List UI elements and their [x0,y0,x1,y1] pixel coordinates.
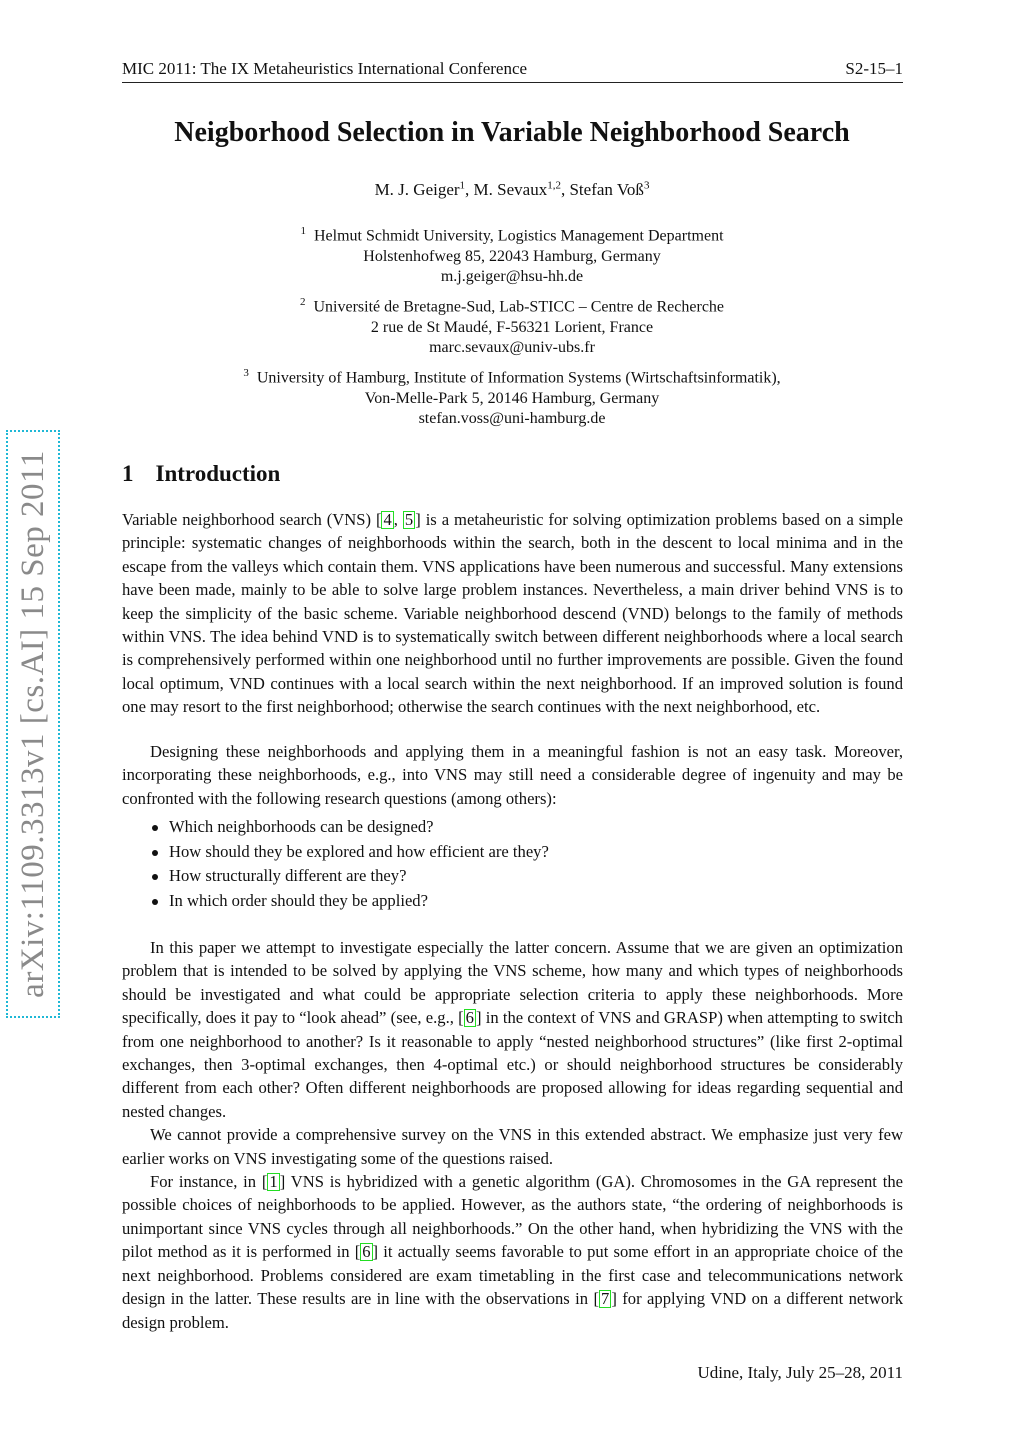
citation-link[interactable]: 6 [465,1008,474,1028]
conference-name: MIC 2011: The IX Metaheuristics International Conference [122,59,528,78]
section-heading: 1 Introduction [122,461,281,486]
footer-venue: Udine, Italy, July 25–28, 2011 [697,1363,903,1382]
citation-link[interactable]: 4 [383,510,392,529]
citation-link[interactable]: 6 [362,1242,371,1262]
citation-link[interactable]: 5 [404,510,414,529]
paragraph-5: For instance, in [ 1 ] VNS is hybridized with a genetic algorithm (GA). Chromosomes in the GA represent the possible choices of neighborhoods to be applied. However, as the authors state, “the ordering of neighborhoods is unimportant since VNS cycles through all neighborhoods.” On the other hand, when hybridizing the VNS with the pilot method as it is performed in [ 6 ] it actually seems favorable to put some effort in an appropriate choice of the next neighborhood. Problems considered are exam timetabling in the first case and telecommunications network design in the latter. These results are in line with the observations in [ 7 ] for applying VND on a different network design problem. [122,1172,903,1332]
page-code: S2-15–1 [845,59,903,78]
paragraph-2: Designing these neighborhoods and applying them in a meaningful fashion is not an easy task. Moreover, incorporating these neighborhoods, e.g., into VNS may still need a considerable degree of ingenuity and may be confronted with the following research questions (among others): [122,742,903,808]
affiliation-3: $^3$ University of Hamburg, Institute of Information Systems (Wirtschaftsinformatik), Von-Melle-Park 5, 20146 Hamburg, Germany stefan.voss@uni-hamburg.de [0,363,1024,430]
citation-link[interactable]: 7 [601,1289,610,1309]
research-questions-list [150,815,890,913]
paragraph-1: Variable neighborhood search (VNS) [ 4 , 5 ] is a metaheuristic for solving optimization problems based on a simple principle: systematic changes of neighborhoods within the search, both in the descent to local minima and in the escape from the valleys which contain them. VNS applications have been numerous and successful. Many extensions have been made, mainly to be able to solve large problem instances. Nevertheless, a main driver behind VNS is to keep the simplicity of the basic scheme. Variable neighborhood descend (VND) belongs to the family of methods within VNS. The idea behind VND is to systematically switch between different neighborhoods where a local search is comprehensively performed within one neighborhood until no further improvements are possible. Given the found local optimum, VND continues with a local search within the next neighborhood. If an improved solution is found one may resort to the first neighborhood; otherwise the search continues with the next neighborhood, etc. [122,510,904,717]
list-item: Which neighborhoods can be designed? [150,815,890,840]
email: marc.sevaux@univ-ubs.fr [429,339,595,357]
paragraph-3: In this paper we attempt to investigate especially the latter concern. Assume that we are given an optimization problem that is intended to be solved by applying the VNS scheme, how many and which types of neighborhoods should be investigated and what could be appropriate selection criteria to apply these neighborhoods. More specifically, does it pay to “look ahead” (see, e.g., [ 6 ] in the context of VNS and GRASP) when attempting to switch from one neighborhood to another? Is it reasonable to apply “nested neighborhood structures” (like first 2-optimal exchanges, then 3-optimal exchanges, then 4-optimal etc.) or should neighborhood structures be considerably different from each other? Often different neighborhoods are proposed allowing for ideas regarding sequential and nested changes. [122,938,903,1121]
arxiv-stamp: arXiv:1109.3313v1 [cs.AI] 15 Sep 2011 [6,430,60,1018]
list-item: In which order should they be applied? [150,889,890,914]
paragraph-4: We cannot provide a comprehensive survey on the VNS in this extended abstract. We emphasize just very few earlier works on VNS investigating some of the questions raised. [122,1125,903,1168]
author: M. Sevaux$^{1,2}$, [473,179,570,199]
author: Stefan Voß$^3$ [569,179,650,199]
affiliation-1: $^1$ Helmut Schmidt University, Logistics Management Department Holstenhofweg 85, 22043 Hamburg, Germany m.j.geiger@hsu-hh.de [0,221,1024,288]
paper-title: Neigborhood Selection in Variable Neighborhood Search [174,117,850,148]
list-item: How structurally different are they? [150,864,890,889]
list-item: How should they be explored and how efficient are they? [150,840,890,865]
email: m.j.geiger@hsu-hh.de [440,268,584,286]
citation-link[interactable]: 1 [269,1172,278,1192]
author-list [0,173,1024,202]
affiliation-2: $^2$ Université de Bretagne-Sud, Lab-STICC – Centre de Recherche 2 rue de St Maudé, F-56321 Lorient, France marc.sevaux@univ-ubs.fr [0,292,1024,359]
running-header [122,58,903,83]
email: stefan.voss@uni-hamburg.de [418,410,606,428]
paragraph-group [122,936,903,1334]
author: M. J. Geiger$^1$, [374,179,474,199]
